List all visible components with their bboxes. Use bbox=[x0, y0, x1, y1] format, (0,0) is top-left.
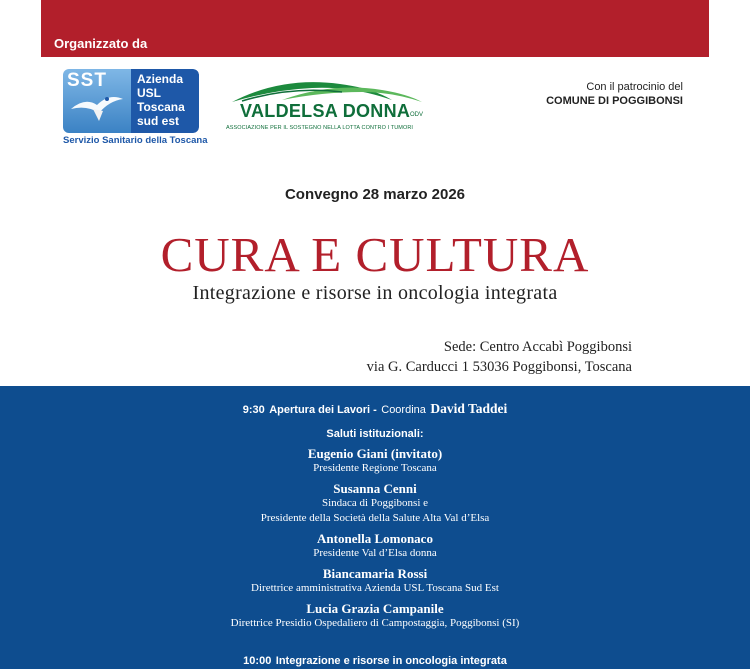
patrocinio-line: Con il patrocinio del bbox=[586, 81, 683, 93]
azienda-line: Azienda bbox=[137, 72, 184, 86]
opening-coordinator: David Taddei bbox=[430, 401, 508, 416]
speaker-name: Susanna Cenni bbox=[333, 481, 417, 496]
azienda-line: Toscana bbox=[137, 100, 185, 114]
speaker-name: Eugenio Giani (invitato) bbox=[307, 446, 443, 461]
patrocinio-comune: COMUNE DI POGGIBONSI bbox=[546, 95, 683, 107]
opening-time: 9:30 bbox=[242, 404, 265, 416]
speaker-role: Presidente Val d’Elsa donna bbox=[313, 547, 437, 559]
sst-logo-subtitle: Servizio Sanitario della Toscana bbox=[63, 135, 208, 146]
session2-line bbox=[0, 651, 750, 669]
leaf-swoosh-icon bbox=[222, 74, 437, 104]
speaker-role: Direttrice Presidio Ospedaliero di Campostaggia, Poggibonsi (SI) bbox=[230, 617, 520, 629]
venue bbox=[367, 337, 632, 377]
opening-coordina: Coordina bbox=[381, 404, 426, 416]
valdelsa-donna-name: VALDELSA DONNA bbox=[240, 101, 411, 121]
speaker-role: Presidente della Società della Salute Alta Val d’Elsa bbox=[260, 512, 490, 524]
speaker-name: Lucia Grazia Campanile bbox=[306, 601, 444, 616]
session2-time: 10:00 bbox=[243, 655, 272, 667]
venue-address: via G. Carducci 1 53036 Poggibonsi, Toscana bbox=[366, 359, 632, 375]
valdelsa-donna-logo bbox=[222, 74, 437, 136]
sst-letters: SST bbox=[67, 70, 107, 91]
azienda-usl-text bbox=[137, 72, 185, 128]
convegno-date: Convegno 28 marzo 2026 bbox=[284, 186, 466, 203]
sst-logo bbox=[63, 69, 208, 147]
organizzato-label: Organizzato da bbox=[54, 36, 148, 51]
sst-logo-box bbox=[63, 69, 199, 133]
speaker-name: Biancamaria Rossi bbox=[322, 566, 428, 581]
speaker-role: Direttrice amministrativa Azienda USL Toscana Sud Est bbox=[251, 582, 499, 594]
azienda-line: sud est bbox=[137, 114, 180, 128]
valdelsa-odv: ODV bbox=[410, 112, 424, 118]
saluti-label: Saluti istituzionali: bbox=[326, 428, 424, 440]
speaker-role: Sindaca di Poggibonsi e bbox=[321, 497, 429, 509]
venue-line: Sede: Centro Accabì Poggibonsi bbox=[443, 339, 632, 355]
program-band bbox=[0, 386, 750, 669]
valdelsa-tagline: ASSOCIAZIONE PER IL SOSTEGNO NELLA LOTTA CONTRO I TUMORI bbox=[226, 125, 414, 131]
event-title: CURA E CULTURA bbox=[160, 227, 590, 282]
opening-line bbox=[0, 400, 750, 418]
speaker-name: Antonella Lomonaco bbox=[317, 531, 433, 546]
speaker-role: Presidente Regione Toscana bbox=[313, 462, 437, 474]
sst-logo-left-panel bbox=[63, 69, 131, 133]
session2-title: Integrazione e risorse in oncologia integrata bbox=[275, 655, 507, 667]
patrocinio bbox=[546, 80, 683, 108]
opening-title: Apertura dei Lavori - bbox=[269, 404, 377, 416]
event-subtitle: Integrazione e risorse in oncologia integrata bbox=[192, 282, 558, 304]
azienda-line: USL bbox=[137, 86, 161, 100]
